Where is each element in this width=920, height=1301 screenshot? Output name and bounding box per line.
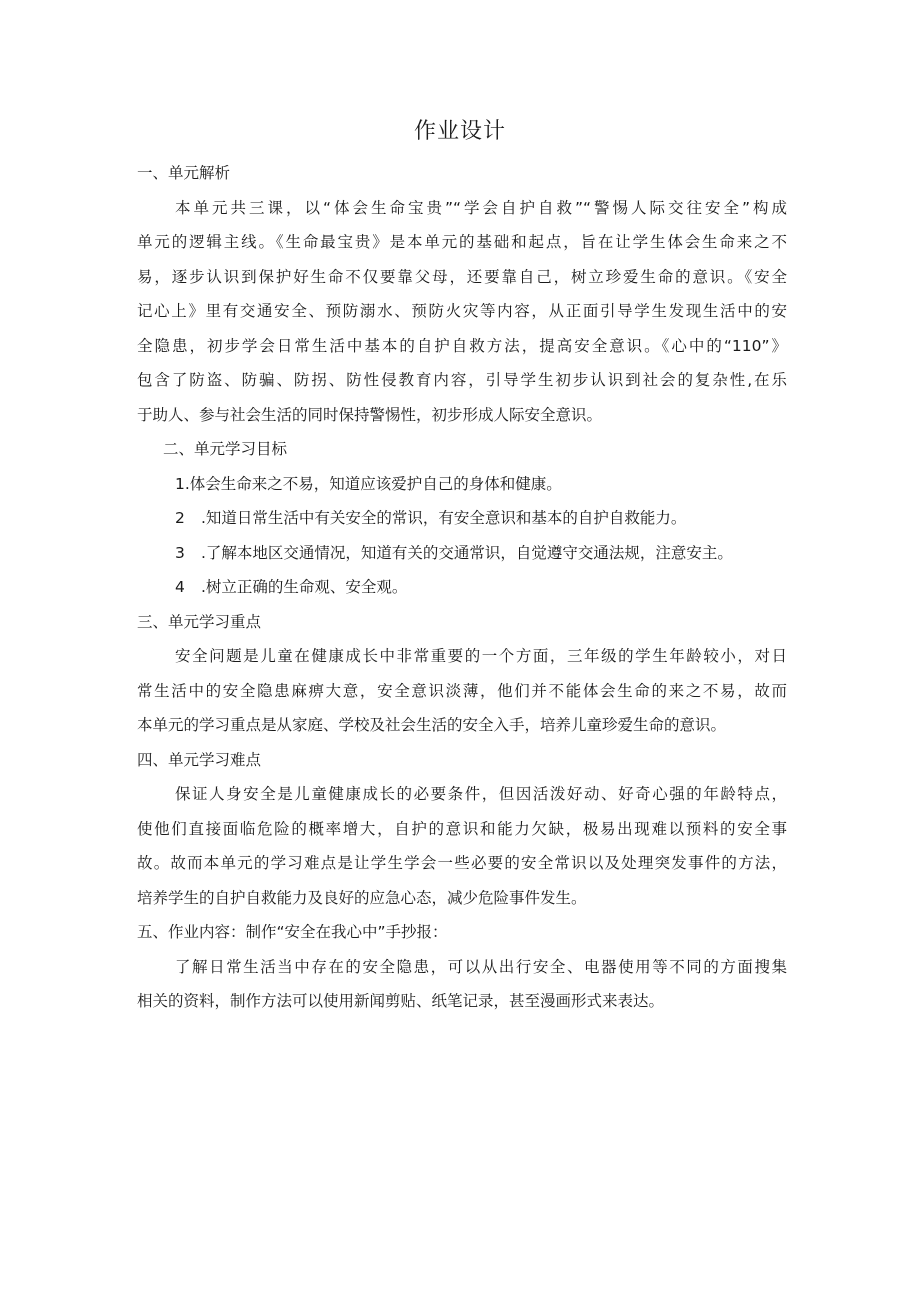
paragraph-line: 常生活中的安全隐患麻痹大意，安全意识淡薄，他们并不能体会生命的来之不易，故而 <box>137 681 787 700</box>
section-heading-key-points: 三、单元学习重点 <box>137 612 262 631</box>
goal-item <box>137 536 787 571</box>
paragraph-line: 保证人身安全是儿童健康成长的必要条件，但因活泼好动、好奇心强的年龄特点， <box>175 785 787 803</box>
paragraph-line: 本单元的学习重点是从家庭、学校及社会生活的安全入手，培养儿童珍爱生命的意识。 <box>137 716 727 734</box>
document-title: 作业设计 <box>413 119 506 144</box>
paragraph-line: 故。故而本单元的学习难点是让学生学会一些必要的安全常识以及处理突发事件的方法， <box>137 854 787 872</box>
goal-text: .树立正确的生命观、安全观。 <box>201 578 408 596</box>
goal-text: .了解本地区交通情况，知道有关的交通常识，自觉遵守交通法规，注意安主。 <box>201 543 733 562</box>
section-heading-analysis: 一、单元解析 <box>137 164 231 182</box>
goal-item <box>137 501 787 536</box>
goal-item <box>137 570 787 605</box>
goal-text: 1.体会生命来之不易，知道应该爱护自己的身体和健康。 <box>175 474 562 493</box>
paragraph-line: 包含了防盗、防骗、防拐、防性侵教育内容，引导学生初步认识到社会的复杂性,在乐 <box>137 371 787 389</box>
goal-item <box>137 467 787 502</box>
goal-number: 2 <box>175 509 185 527</box>
goal-number: 4 <box>175 578 185 596</box>
paragraph-line: 全隐患，初步学会日常生活中基本的自护自救方法，提高安全意识。《心中的“110”》 <box>137 336 787 355</box>
paragraph-line: 单元的逻辑主线。《生命最宝贵》是本单元的基础和起点，旨在让学生体会生命来之不 <box>137 233 787 251</box>
paragraph-line: 相关的资料，制作方法可以使用新闻剪贴、纸笔记录，甚至漫画形式来表达。 <box>137 992 665 1010</box>
paragraph-line: 安全问题是儿童在健康成长中非常重要的一个方面，三年级的学生年龄较小，对日 <box>175 647 787 665</box>
paragraph-line: 于助人、参与社会生活的同时保持警惕性，初步形成人际安全意识。 <box>137 405 603 424</box>
paragraph-line: 培养学生的自护自救能力及良好的应急心态，减少危险事件发生。 <box>137 888 587 907</box>
paragraph-line: 记心上》里有交通安全、预防溺水、预防火灾等内容，从正面引导学生发现生活中的安 <box>137 302 787 320</box>
section-heading-homework: 五、作业内容：制作“安全在我心中”手抄报： <box>137 923 448 941</box>
goal-text: .知道日常生活中有关安全的常识，有安全意识和基本的自护自救能力。 <box>201 509 687 527</box>
goal-number: 3 <box>175 543 185 562</box>
paragraph-line: 使他们直接面临危险的概率增大，自护的意识和能力欠缺，极易出现难以预料的安全事 <box>137 819 787 838</box>
section-heading-difficulties: 四、单元学习难点 <box>137 750 262 769</box>
paragraph-line: 易，逐步认识到保护好生命不仅要靠父母，还要靠自己，树立珍爱生命的意识。《安全 <box>137 267 787 286</box>
document-body <box>137 156 787 1019</box>
paragraph-line: 本单元共三课，以“体会生命宝贵”“学会自护自救”“警惕人际交往安全”构成 <box>175 198 787 217</box>
paragraph-line: 了解日常生活当中存在的安全隐患，可以从出行安全、电器使用等不同的方面搜集 <box>175 957 787 976</box>
section-heading-goals: 二、单元学习目标 <box>163 440 288 458</box>
